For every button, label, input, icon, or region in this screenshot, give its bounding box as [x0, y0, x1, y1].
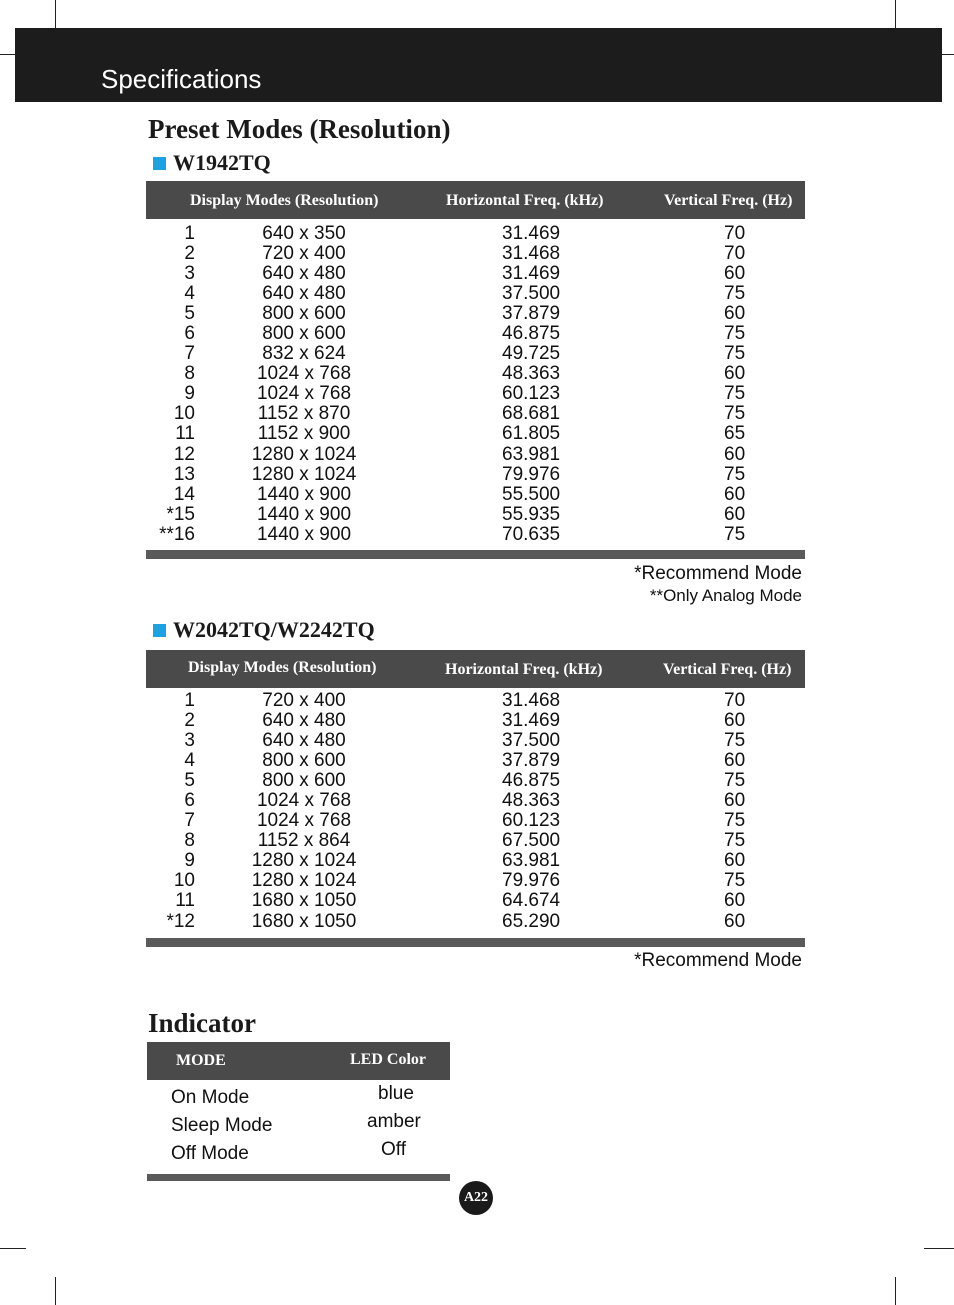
row-horizontal-freq: 31.468 [502, 243, 561, 265]
model-name: W2042TQ/W2242TQ [173, 617, 375, 642]
row-horizontal-freq: 68.681 [502, 403, 561, 425]
table-body-2 [146, 691, 805, 932]
row-number: 13 [173, 463, 195, 485]
row-vertical-freq: 60 [724, 503, 746, 525]
table-row [146, 384, 805, 404]
note-analog-mode: **Only Analog Mode [649, 586, 802, 605]
row-resolution: 1440 x 900 [256, 483, 352, 505]
table-row [146, 751, 805, 771]
row-horizontal-freq: 37.879 [502, 303, 561, 325]
row-number: *12 [166, 910, 195, 932]
row-resolution: 1280 x 1024 [251, 463, 357, 485]
row-vertical-freq: 60 [724, 750, 746, 772]
row-number: 2 [184, 710, 195, 732]
table-row [146, 404, 805, 424]
row-vertical-freq: 60 [724, 790, 746, 812]
bullet-square-icon [153, 624, 166, 637]
indicator-color: Off [381, 1139, 406, 1160]
row-resolution: 640 x 350 [262, 223, 346, 244]
col-display-modes: Display Modes (Resolution) [188, 659, 377, 676]
indicator-color: amber [367, 1111, 421, 1132]
row-resolution: 1152 x 870 [257, 403, 351, 425]
row-resolution: 1440 x 900 [256, 523, 352, 545]
section-title-preset-modes: Preset Modes (Resolution) [148, 114, 451, 144]
table-row [146, 224, 805, 244]
row-horizontal-freq: 55.935 [502, 503, 561, 525]
row-resolution: 640 x 480 [262, 730, 346, 752]
indicator-mode: On Mode [171, 1087, 250, 1108]
row-number: 11 [175, 890, 195, 912]
row-horizontal-freq: 48.363 [502, 790, 561, 812]
row-horizontal-freq: 79.976 [502, 463, 561, 485]
row-resolution: 1440 x 900 [256, 503, 352, 525]
row-number: 5 [184, 303, 195, 325]
row-vertical-freq: 75 [724, 870, 746, 892]
row-vertical-freq: 70 [724, 243, 746, 265]
row-resolution: 832 x 624 [262, 343, 346, 365]
row-horizontal-freq: 37.879 [502, 750, 561, 772]
crop-mark [942, 54, 954, 55]
row-resolution: 1680 x 1050 [251, 890, 357, 912]
row-number: 4 [184, 283, 195, 305]
row-horizontal-freq: 49.725 [502, 343, 561, 365]
row-vertical-freq: 75 [724, 323, 746, 345]
col-horizontal-freq: Horizontal Freq. (kHz) [445, 661, 603, 678]
row-number: 3 [184, 263, 195, 285]
row-horizontal-freq: 37.500 [502, 730, 561, 752]
row-vertical-freq: 60 [724, 850, 746, 872]
row-horizontal-freq: 55.500 [502, 483, 561, 505]
row-resolution: 640 x 480 [262, 710, 346, 732]
indicator-color: blue [378, 1083, 414, 1104]
col-vertical-freq: Vertical Freq. (Hz) [664, 192, 793, 209]
crop-mark [55, 0, 56, 28]
table-row [146, 244, 805, 264]
row-horizontal-freq: 65.290 [502, 910, 561, 932]
row-resolution: 640 x 480 [262, 283, 346, 305]
indicator-row [147, 1083, 450, 1114]
row-horizontal-freq: 61.805 [502, 423, 561, 445]
row-number: 14 [173, 483, 195, 505]
indicator-table-header [147, 1042, 450, 1080]
col-led-color: LED Color [350, 1051, 426, 1068]
row-resolution: 1152 x 864 [257, 830, 351, 852]
indicator-row [147, 1111, 450, 1142]
row-resolution: 720 x 400 [262, 243, 346, 265]
row-number: 4 [184, 750, 195, 772]
model-title-1 [153, 150, 271, 176]
col-horizontal-freq: Horizontal Freq. (kHz) [446, 192, 604, 209]
crop-mark [924, 1248, 954, 1249]
row-horizontal-freq: 31.469 [502, 710, 561, 732]
table-row [146, 525, 805, 545]
row-vertical-freq: 75 [724, 523, 746, 545]
row-vertical-freq: 60 [724, 263, 746, 285]
row-horizontal-freq: 63.981 [502, 850, 561, 872]
row-vertical-freq: 70 [724, 223, 746, 244]
row-horizontal-freq: 37.500 [502, 283, 561, 305]
row-vertical-freq: 75 [724, 730, 746, 752]
row-horizontal-freq: 46.875 [502, 770, 561, 792]
section-title-indicator: Indicator [148, 1008, 256, 1038]
row-resolution: 800 x 600 [262, 750, 346, 772]
indicator-mode: Sleep Mode [171, 1115, 273, 1136]
note-recommend-mode: *Recommend Mode [634, 563, 802, 584]
row-horizontal-freq: 46.875 [502, 323, 561, 345]
row-resolution: 720 x 400 [262, 690, 346, 711]
row-vertical-freq: 75 [724, 343, 746, 365]
table-row [146, 324, 805, 344]
table-row [146, 771, 805, 791]
col-display-modes: Display Modes (Resolution) [190, 192, 379, 209]
row-vertical-freq: 65 [724, 423, 746, 445]
row-number: 9 [184, 383, 195, 405]
table-row [146, 264, 805, 284]
row-horizontal-freq: 48.363 [502, 363, 561, 385]
row-resolution: 800 x 600 [262, 323, 346, 345]
row-number: 9 [184, 850, 195, 872]
row-vertical-freq: 60 [724, 483, 746, 505]
row-number: **16 [159, 523, 195, 545]
page-number-badge: A22 [459, 1181, 493, 1215]
crop-mark [895, 0, 896, 28]
row-resolution: 1024 x 768 [256, 363, 352, 385]
table-row [146, 891, 805, 911]
table-row [146, 344, 805, 364]
row-resolution: 1680 x 1050 [251, 910, 357, 932]
model-title-2 [153, 617, 375, 643]
row-number: 1 [184, 223, 195, 244]
row-vertical-freq: 75 [724, 283, 746, 305]
row-vertical-freq: 75 [724, 770, 746, 792]
table-row [146, 691, 805, 711]
row-vertical-freq: 75 [724, 810, 746, 832]
row-number: 7 [184, 343, 195, 365]
table-header-1 [146, 181, 805, 219]
row-resolution: 1280 x 1024 [251, 870, 357, 892]
table-row [146, 505, 805, 525]
row-vertical-freq: 75 [724, 830, 746, 852]
crop-mark [0, 1248, 26, 1249]
row-resolution: 1280 x 1024 [251, 443, 357, 465]
table-header-2 [146, 650, 805, 688]
col-mode: MODE [176, 1052, 226, 1069]
row-vertical-freq: 60 [724, 443, 746, 465]
table-row [146, 304, 805, 324]
table-row [146, 851, 805, 871]
table-row [146, 912, 805, 932]
indicator-mode: Off Mode [171, 1143, 249, 1164]
row-horizontal-freq: 63.981 [502, 443, 561, 465]
table-row [146, 445, 805, 465]
row-resolution: 640 x 480 [262, 263, 346, 285]
row-number: 1 [184, 690, 195, 711]
crop-mark [55, 1277, 56, 1305]
row-vertical-freq: 60 [724, 890, 746, 912]
row-number: 10 [173, 403, 195, 425]
row-horizontal-freq: 31.469 [502, 263, 561, 285]
table-row [146, 871, 805, 891]
row-horizontal-freq: 67.500 [502, 830, 561, 852]
table-row [146, 791, 805, 811]
row-resolution: 1024 x 768 [256, 790, 352, 812]
bullet-square-icon [153, 157, 166, 170]
row-vertical-freq: 60 [724, 710, 746, 732]
row-number: 12 [173, 443, 195, 465]
row-resolution: 800 x 600 [262, 303, 346, 325]
table-footer-bar-1 [146, 550, 805, 559]
page-header-title: Specifications [101, 64, 262, 94]
row-number: *15 [166, 503, 195, 525]
row-horizontal-freq: 60.123 [502, 383, 561, 405]
row-number: 6 [184, 323, 195, 345]
row-resolution: 1152 x 900 [257, 423, 351, 445]
row-horizontal-freq: 31.468 [502, 690, 561, 711]
table-row [146, 731, 805, 751]
indicator-row [147, 1139, 450, 1170]
row-horizontal-freq: 79.976 [502, 870, 561, 892]
col-vertical-freq: Vertical Freq. (Hz) [663, 661, 792, 678]
table-row [146, 284, 805, 304]
row-vertical-freq: 75 [724, 463, 746, 485]
indicator-footer-bar [147, 1174, 450, 1181]
table-footer-bar-2 [146, 938, 805, 947]
row-horizontal-freq: 60.123 [502, 810, 561, 832]
row-vertical-freq: 60 [724, 303, 746, 325]
crop-mark [0, 54, 15, 55]
row-number: 8 [184, 830, 195, 852]
note-recommend-mode: *Recommend Mode [634, 950, 802, 971]
row-number: 10 [173, 870, 195, 892]
row-vertical-freq: 75 [724, 383, 746, 405]
row-vertical-freq: 75 [724, 403, 746, 425]
row-resolution: 1280 x 1024 [251, 850, 357, 872]
row-resolution: 800 x 600 [262, 770, 346, 792]
row-resolution: 1024 x 768 [256, 383, 352, 405]
table-row [146, 831, 805, 851]
table-body-1 [146, 224, 805, 545]
row-number: 2 [184, 243, 195, 265]
row-number: 6 [184, 790, 195, 812]
table-row [146, 711, 805, 731]
table-row [146, 465, 805, 485]
row-resolution: 1024 x 768 [256, 810, 352, 832]
crop-mark [895, 1277, 896, 1305]
table-row [146, 364, 805, 384]
row-vertical-freq: 70 [724, 690, 746, 711]
model-name: W1942TQ [173, 150, 271, 175]
row-number: 3 [184, 730, 195, 752]
row-number: 7 [184, 810, 195, 832]
row-number: 5 [184, 770, 195, 792]
row-horizontal-freq: 70.635 [502, 523, 561, 545]
row-horizontal-freq: 64.674 [502, 890, 561, 912]
row-number: 11 [175, 423, 195, 445]
row-horizontal-freq: 31.469 [502, 223, 561, 244]
table-row [146, 424, 805, 444]
row-vertical-freq: 60 [724, 910, 746, 932]
row-number: 8 [184, 363, 195, 385]
table-row [146, 485, 805, 505]
table-row [146, 811, 805, 831]
row-vertical-freq: 60 [724, 363, 746, 385]
